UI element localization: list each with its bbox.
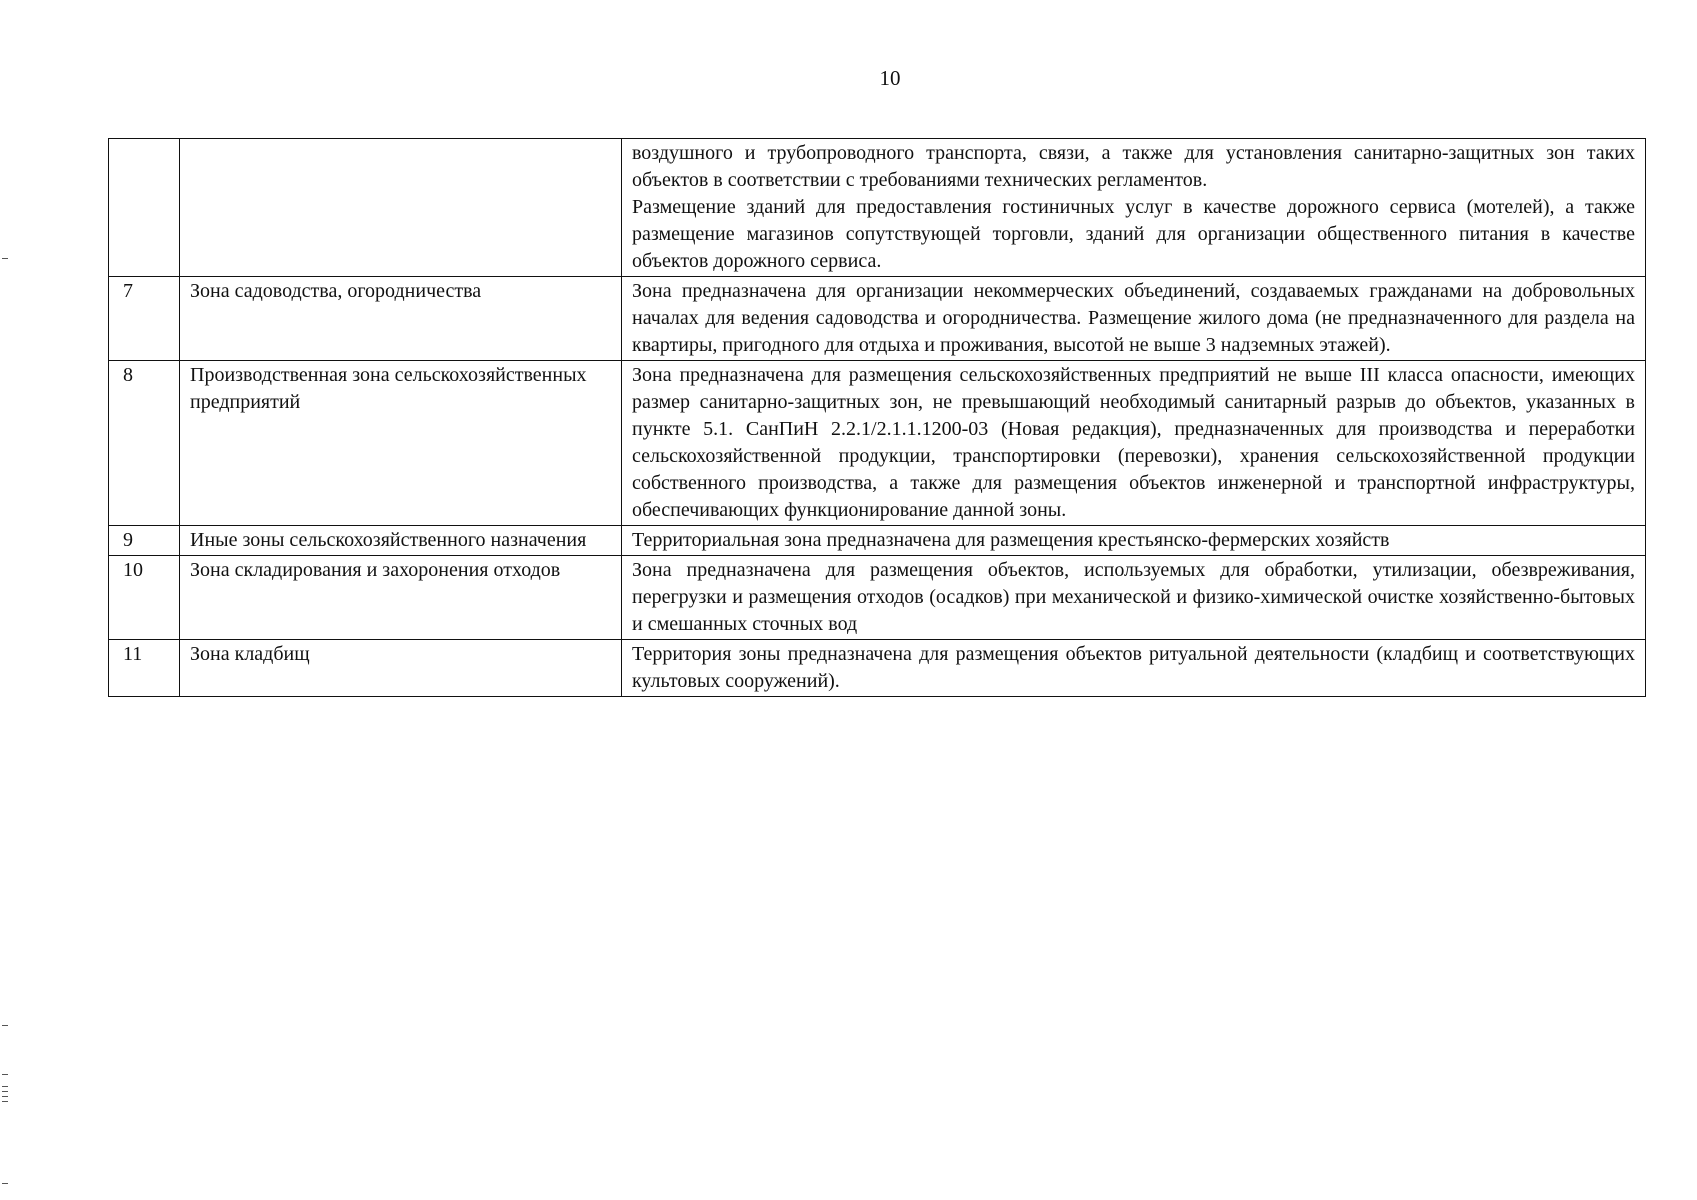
description-paragraph: Зона предназначена для размещения объектов, используемых для обработки, утилизации, обезвреживания, перегрузки и размещения отходов (осадков) при механической и физико-химической очистке хозяйственно-бытовых и смешанных сточных вод xyxy=(632,559,1635,635)
table-row xyxy=(109,361,1646,526)
description-paragraph: Территориальная зона предназначена для размещения крестьянско-фермерских хозяйств xyxy=(632,529,1390,551)
scan-mark xyxy=(2,1183,8,1184)
zone-name: Зона кладбищ xyxy=(180,640,622,697)
description-paragraph: воздушного и трубопроводного транспорта, связи, а также для установления санитарно-защитных зон таких объектов в соответствии с требованиями технических регламентов. xyxy=(632,142,1635,191)
row-number: 10 xyxy=(109,556,180,640)
table-row xyxy=(109,556,1646,640)
row-number xyxy=(109,139,180,277)
row-number: 11 xyxy=(109,640,180,697)
zones-table xyxy=(108,138,1646,697)
scan-mark xyxy=(2,258,8,259)
zone-description xyxy=(622,277,1646,361)
row-number: 7 xyxy=(109,277,180,361)
scan-mark xyxy=(2,1101,8,1102)
zone-name: Производственная зона сельскохозяйственных предприятий xyxy=(180,361,622,526)
description-paragraph: Размещение зданий для предоставления гостиничных услуг в качестве дорожного сервиса (мотелей), а также размещение магазинов сопутствующей торговли, зданий для организации общественного питания в качестве объектов дорожного сервиса. xyxy=(632,196,1635,272)
zone-name: Иные зоны сельскохозяйственного назначения xyxy=(180,526,622,556)
description-paragraph: Зона предназначена для размещения сельскохозяйственных предприятий не выше III класса опасности, имеющих размер санитарно-защитных зон, не превышающий необходимый санитарный разрыв до объектов, указанных в пункте 5.1. СанПиН 2.2.1/2.1.1.1200-03 (Новая редакция), предназначенных для производства и переработки сельскохозяйственной продукции, транспортировки (перевозки), хранения сельскохозяйственной продукции собственного производства, а также для размещения объектов инженерной и транспортной инфраструктуры, обеспечивающих функционирование данной зоны. xyxy=(632,364,1635,521)
scan-mark xyxy=(2,1086,8,1087)
page-number: 10 xyxy=(879,66,901,90)
row-number: 9 xyxy=(109,526,180,556)
table-row xyxy=(109,640,1646,697)
zone-description xyxy=(622,139,1646,277)
description-paragraph: Территория зоны предназначена для размещения объектов ритуальной деятельности (кладбищ и соответствующих культовых сооружений). xyxy=(632,643,1635,692)
zone-name: Зона складирования и захоронения отходов xyxy=(180,556,622,640)
zone-name: Зона садоводства, огородничества xyxy=(180,277,622,361)
zone-description xyxy=(622,526,1646,556)
scan-mark xyxy=(2,1025,8,1026)
zone-description xyxy=(622,556,1646,640)
table-row xyxy=(109,277,1646,361)
row-number: 8 xyxy=(109,361,180,526)
zone-name xyxy=(180,139,622,277)
scan-mark xyxy=(2,1091,8,1092)
description-paragraph: Зона предназначена для организации некоммерческих объединений, создаваемых гражданами на добровольных началах для ведения садоводства и огородничества. Размещение жилого дома (не предназначенного для раздела на квартиры, пригодного для отдыха и проживания, высотой не выше 3 надземных этажей). xyxy=(632,280,1635,356)
scan-mark xyxy=(2,1074,8,1075)
table-row xyxy=(109,139,1646,277)
scan-mark xyxy=(2,1096,8,1097)
table-row xyxy=(109,526,1646,556)
zone-description xyxy=(622,361,1646,526)
zone-description xyxy=(622,640,1646,697)
scan-edge-marks xyxy=(0,0,12,1200)
